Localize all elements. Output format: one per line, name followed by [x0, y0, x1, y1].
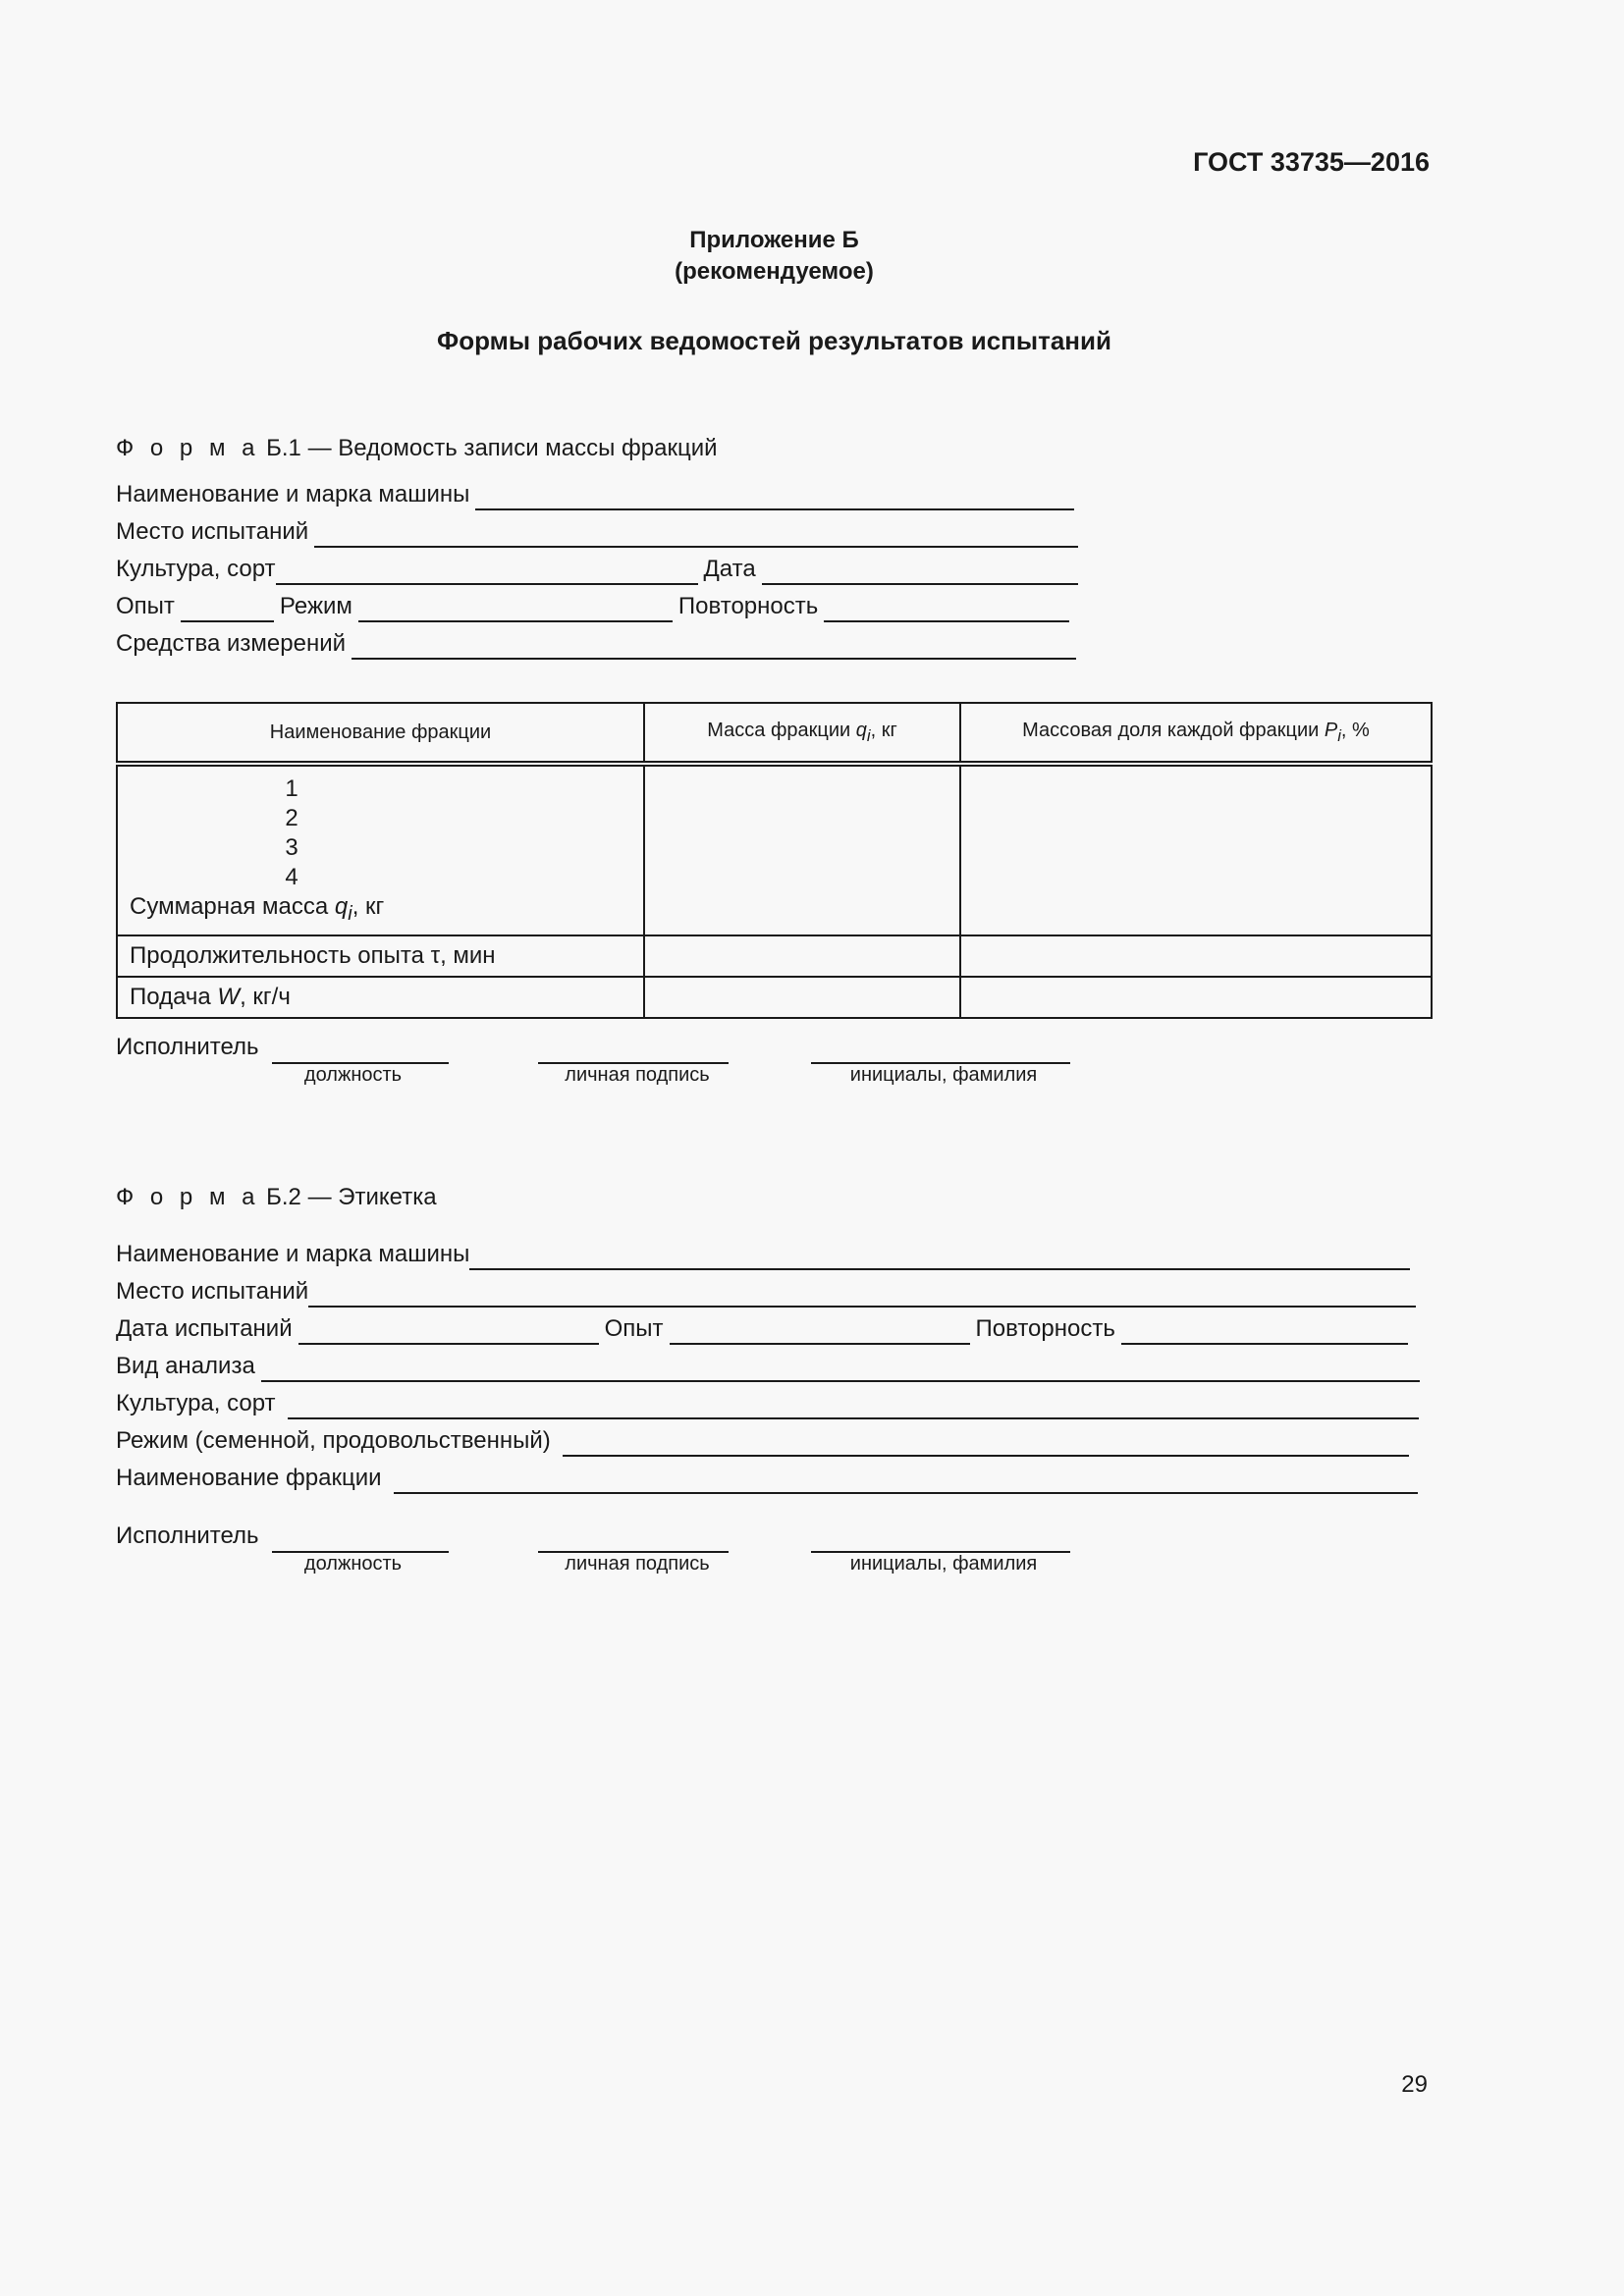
- form1-mode-field[interactable]: [358, 597, 673, 622]
- form1-place-label: Место испытаний: [116, 518, 309, 545]
- fraction-table-header: [117, 703, 1432, 764]
- duration-share-cell[interactable]: [960, 935, 1432, 977]
- form2-machine-label: Наименование и марка машины: [116, 1241, 470, 1267]
- form2-name-caption: инициалы, фамилия: [849, 1553, 1038, 1575]
- form1-trial-label: Опыт: [116, 593, 175, 619]
- form2-place-field[interactable]: [308, 1282, 1416, 1308]
- fraction-4: 4: [285, 864, 298, 890]
- page-heading: Формы рабочих ведомостей результатов испытаний: [437, 326, 1111, 355]
- form2-machine-field[interactable]: [469, 1245, 1410, 1270]
- appendix-title: Приложение Б: [689, 227, 859, 253]
- form1-label-prefix: Ф о р м а: [116, 435, 260, 461]
- form2-label-prefix: Ф о р м а: [116, 1184, 260, 1210]
- form1-signature-caption: личная подпись: [565, 1064, 710, 1086]
- col-fraction-share: Массовая доля каждой фракции $P_i$, %: [960, 703, 1432, 764]
- form1-place-row: [116, 518, 1078, 548]
- fraction-3: 3: [285, 834, 298, 861]
- form2-crop-label: Культура, сорт: [116, 1390, 276, 1416]
- col-fraction-name: Наименование фракции: [117, 703, 644, 764]
- fraction-table: [116, 702, 1433, 1019]
- feed-label: Подача W, кг/ч: [117, 977, 644, 1018]
- form2-date-label: Дата испытаний: [116, 1315, 293, 1342]
- fraction-list: [117, 764, 644, 935]
- form1-instruments-label: Средства измерений: [116, 630, 347, 657]
- page-number: 29: [1401, 2071, 1428, 2098]
- form1-label-rest: Б.1 — Ведомость записи массы фракций: [266, 435, 718, 461]
- form1-crop-field[interactable]: [276, 560, 698, 585]
- form2-trial-label: Опыт: [604, 1315, 664, 1342]
- form2-signature-caption: личная подпись: [565, 1553, 710, 1575]
- form1-mode-label: Режим: [279, 593, 352, 619]
- form1-performer-label: Исполнитель: [116, 1034, 259, 1060]
- form2-mode-label: Режим (семенной, продовольственный): [116, 1427, 551, 1454]
- form2-mode-row: [116, 1427, 1409, 1457]
- form2-trial-field[interactable]: [670, 1319, 970, 1345]
- fraction-share-cell[interactable]: [960, 764, 1432, 935]
- fraction-1: 1: [285, 775, 298, 802]
- form2-place-row: [116, 1278, 1416, 1308]
- form1-machine-field[interactable]: [475, 485, 1074, 510]
- feed-share-cell[interactable]: [960, 977, 1432, 1018]
- form2-analysis-row: [116, 1353, 1420, 1382]
- form2-mode-field[interactable]: [563, 1431, 1409, 1457]
- form1-label: [116, 435, 718, 462]
- table-row: [117, 935, 1432, 977]
- form2-position-caption: должность: [303, 1553, 403, 1575]
- form1-machine-row: [116, 481, 1074, 510]
- form1-crop-row: [116, 556, 1078, 585]
- form2-repeat-label: Повторность: [975, 1315, 1115, 1342]
- duration-mass-cell[interactable]: [644, 935, 960, 977]
- form1-instruments-row: [116, 630, 1076, 660]
- form2-machine-row: [116, 1241, 1410, 1270]
- form2-place-label: Место испытаний: [116, 1278, 309, 1305]
- duration-label: Продолжительность опыта τ, мин: [117, 935, 644, 977]
- table-row: [117, 977, 1432, 1018]
- col-fraction-mass: Масса фракции $q_i$, кг: [644, 703, 960, 764]
- form2-date-row: [116, 1315, 1408, 1345]
- feed-mass-cell[interactable]: [644, 977, 960, 1018]
- fraction-2: 2: [285, 805, 298, 831]
- form1-trial-row: [116, 593, 1069, 622]
- form1-repeat-field[interactable]: [824, 597, 1069, 622]
- form1-machine-label: Наименование и марка машины: [116, 481, 470, 507]
- fraction-total: Суммарная масса $q_i$, кг: [130, 893, 385, 925]
- form1-instruments-field[interactable]: [352, 634, 1076, 660]
- form1-place-field[interactable]: [314, 522, 1078, 548]
- form2-performer-label: Исполнитель: [116, 1522, 259, 1549]
- form2-fraction-label: Наименование фракции: [116, 1465, 382, 1491]
- form2-crop-field[interactable]: [288, 1394, 1419, 1419]
- fraction-mass-cell[interactable]: [644, 764, 960, 935]
- form1-name-caption: инициалы, фамилия: [849, 1064, 1038, 1086]
- form2-label-rest: Б.2 — Этикетка: [266, 1184, 437, 1210]
- form2-fraction-row: [116, 1465, 1418, 1494]
- form2-repeat-field[interactable]: [1121, 1319, 1408, 1345]
- form2-date-field[interactable]: [298, 1319, 599, 1345]
- appendix-subtitle: (рекомендуемое): [675, 258, 874, 285]
- form1-date-field[interactable]: [762, 560, 1078, 585]
- form2-label: [116, 1184, 437, 1211]
- form2-analysis-field[interactable]: [261, 1357, 1420, 1382]
- form1-date-label: Дата: [703, 556, 756, 582]
- form2-analysis-label: Вид анализа: [116, 1353, 255, 1379]
- form1-position-caption: должность: [303, 1064, 403, 1086]
- form1-crop-label: Культура, сорт: [116, 556, 276, 582]
- standard-number: ГОСТ 33735—2016: [1193, 147, 1430, 177]
- form2-fraction-field[interactable]: [394, 1468, 1418, 1494]
- form1-trial-field[interactable]: [181, 597, 274, 622]
- table-row: [117, 764, 1432, 935]
- form2-crop-row: [116, 1390, 1419, 1419]
- form1-repeat-label: Повторность: [677, 593, 819, 619]
